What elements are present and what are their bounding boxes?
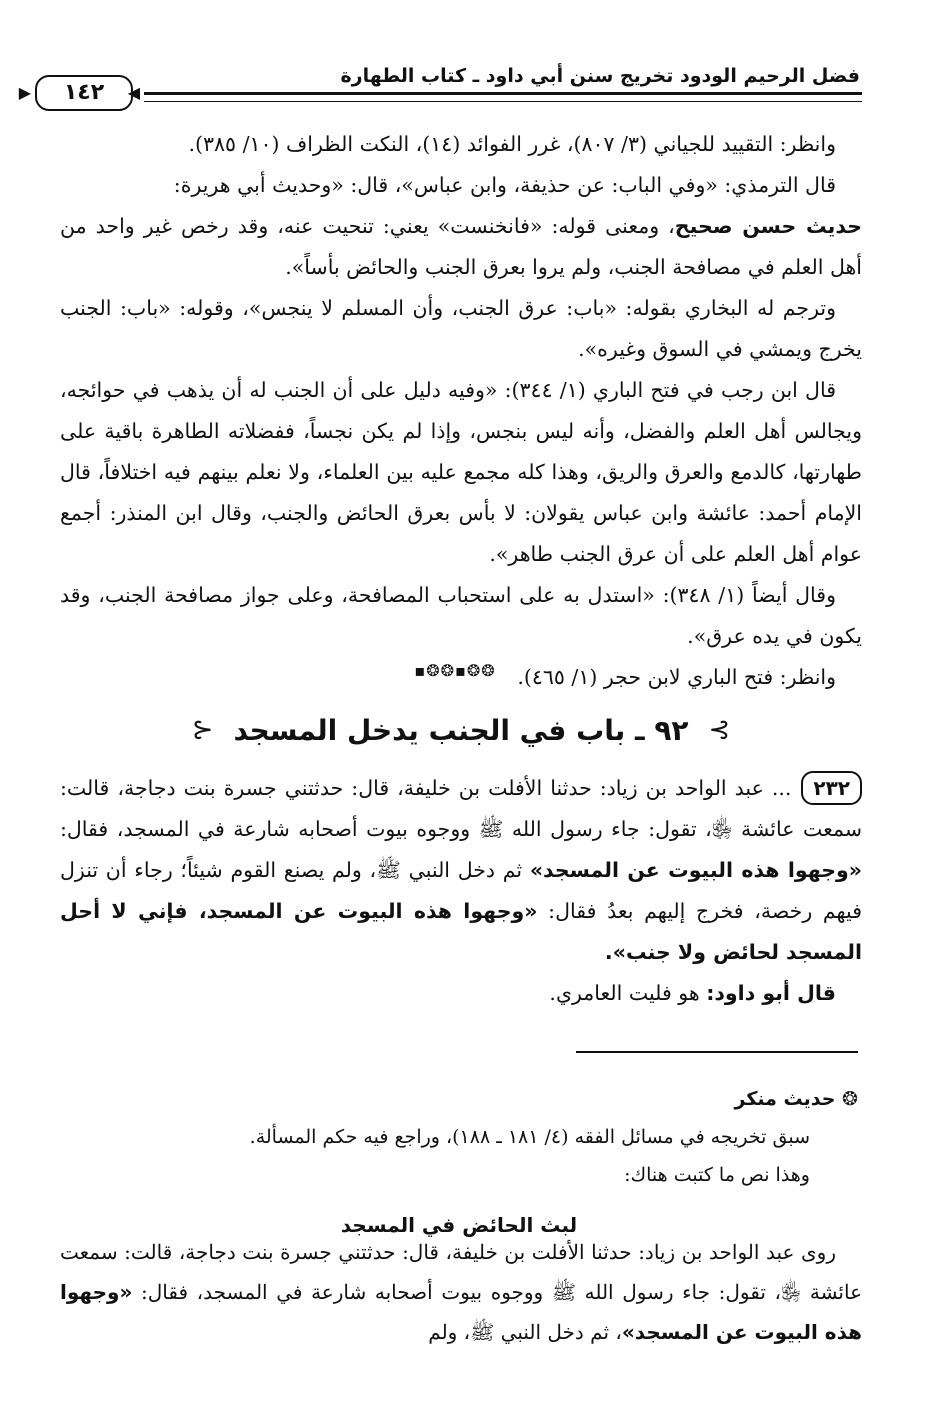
takhrij-line: سبق تخريجه في مسائل الفقه (٤/ ١٨١ ـ ١٨٨)، وراجع فيه حكم المسألة. — [249, 1126, 810, 1148]
footnote-separator — [576, 1051, 858, 1053]
text-run: قال الترمذي: «وفي الباب: عن حذيفة، وابن عباس»، قال: «وحديث أبي هريرة: — [173, 173, 836, 197]
paragraph: وانظر: التقييد للجياني (٣/ ٨٠٧)، غرر الفوائد (١٤)، النكت الظراف (١٠/ ٣٨٥). — [188, 132, 836, 156]
heading-frame-right: ⊱ — [708, 715, 731, 745]
text-run: ... عبد الواحد بن زياد: حدثنا الأفلت بن خليفة، قال: حدثتني جسرة بنت دجاجة، قالت: سمعت عائشة ﵂، تقول: جاء رسول الله ﷺ ووجوه بيوت أصحابه شارعة في المسجد، فقال: — [60, 776, 862, 841]
hadith-paragraph — [60, 768, 862, 973]
chapter-title: ٩٢ ـ باب في الجنب يدخل المسجد — [233, 713, 689, 747]
text-run: روى عبد الواحد بن زياد: حدثنا الأفلت بن خليفة، قال: حدثتني جسرة بنت دجاجة، قالت: سمعت عائشة ﵂، تقول: جاء رسول الله ﷺ ووجوه بيوت أصحابه شارعة في المسجد، فقال: — [60, 1240, 862, 1304]
paragraph: وقال أيضاً (١/ ٣٤٨): «استدل به على استحباب المصافحة، وعلى جواز مصافحة الجنب، وقد يكون في يده عرق». — [60, 583, 862, 648]
takhrij-line: وهذا نص ما كتبت هناك: — [624, 1164, 810, 1186]
abu-dawud-note — [60, 973, 862, 1014]
page-number-ornament: ▶ — [18, 83, 31, 102]
commentary-block — [60, 124, 862, 698]
text-run: هو فليت العامري. — [549, 981, 707, 1005]
subsection-heading: لبث الحائض في المسجد — [340, 1213, 578, 1237]
text-run: ، ثم دخل النبي ﷺ، ولم — [428, 1320, 622, 1344]
page-number: ١٤٢ — [35, 75, 133, 111]
text-run: ثم دخل النبي ﷺ، ولم يصنع القوم شيئاً؛ رجاء أن تنزل فيهم رخصة، فخرج إليهم بعدُ فقال: — [60, 858, 862, 923]
page-number-ornament: ◀ — [127, 83, 140, 102]
hadith-grade: ❂ حديث منكر — [734, 1088, 858, 1110]
header-rule — [24, 92, 862, 102]
heading-frame-left: ⊰ — [191, 715, 214, 745]
grade-bold: حديث حسن صحيح — [674, 214, 862, 238]
hadith-number: ٢٣٢ — [801, 771, 862, 805]
text-run: ، ومعنى قوله: «فانخنست» يعني: تنحيت عنه، وقد رخص غير واحد من أهل العلم في مصافحة الجنب، ولم يروا بعرق الجنب والحائض بأساً». — [60, 214, 862, 279]
paragraph — [60, 1232, 862, 1352]
quote-bold: «وجهوا هذه البيوت عن المسجد» — [60, 1280, 862, 1344]
hadith-block — [60, 768, 862, 1014]
hadith-quote-bold: «وجهوا هذه البيوت عن المسجد» — [529, 858, 863, 882]
paragraph: وترجم له البخاري بقوله: «باب: عرق الجنب، وأن المسلم لا ينجس»، وقوله: «باب: الجنب يخرج ويمشي في السوق وغيره». — [60, 296, 862, 361]
subsection-text — [60, 1232, 862, 1352]
paragraph — [60, 165, 862, 288]
section-ornament: ❂❂▪❂❂▪ — [414, 661, 496, 680]
chapter-heading — [150, 700, 772, 760]
takhrij-section — [60, 1080, 858, 1244]
running-header-title: فضل الرحيم الودود تخريج سنن أبي داود ـ كتاب الطهارة — [340, 65, 860, 87]
paragraph: وانظر: فتح الباري لابن حجر (١/ ٤٦٥). — [517, 665, 836, 689]
page-number-badge — [18, 74, 144, 112]
paragraph: قال ابن رجب في فتح الباري (١/ ٣٤٤): «وفيه دليل على أن الجنب له أن يذهب في حوائجه، ويجالس أهل العلم والفضل، وأنه ليس بنجس، وإذا لم يكن نجساً، ففضلاته الطاهرة باقية على طهارتها، كالدمع والعرق والريق، وهذا كله مجمع عليه بين العلماء، ولا نعلم بينهم فيه اختلافاً، قال الإمام أحمد: عائشة وابن عباس يقولان: لا بأس بعرق الحائض والجنب، وقال ابن المنذر: أجمع عوام أهل العلم على أن عرق الجنب طاهر». — [60, 378, 862, 566]
hadith-quote-bold: «وجهوا هذه البيوت عن المسجد، فإني لا أحل المسجد لحائض ولا جنب». — [60, 899, 862, 964]
abu-dawud-label: قال أبو داود: — [706, 981, 836, 1005]
